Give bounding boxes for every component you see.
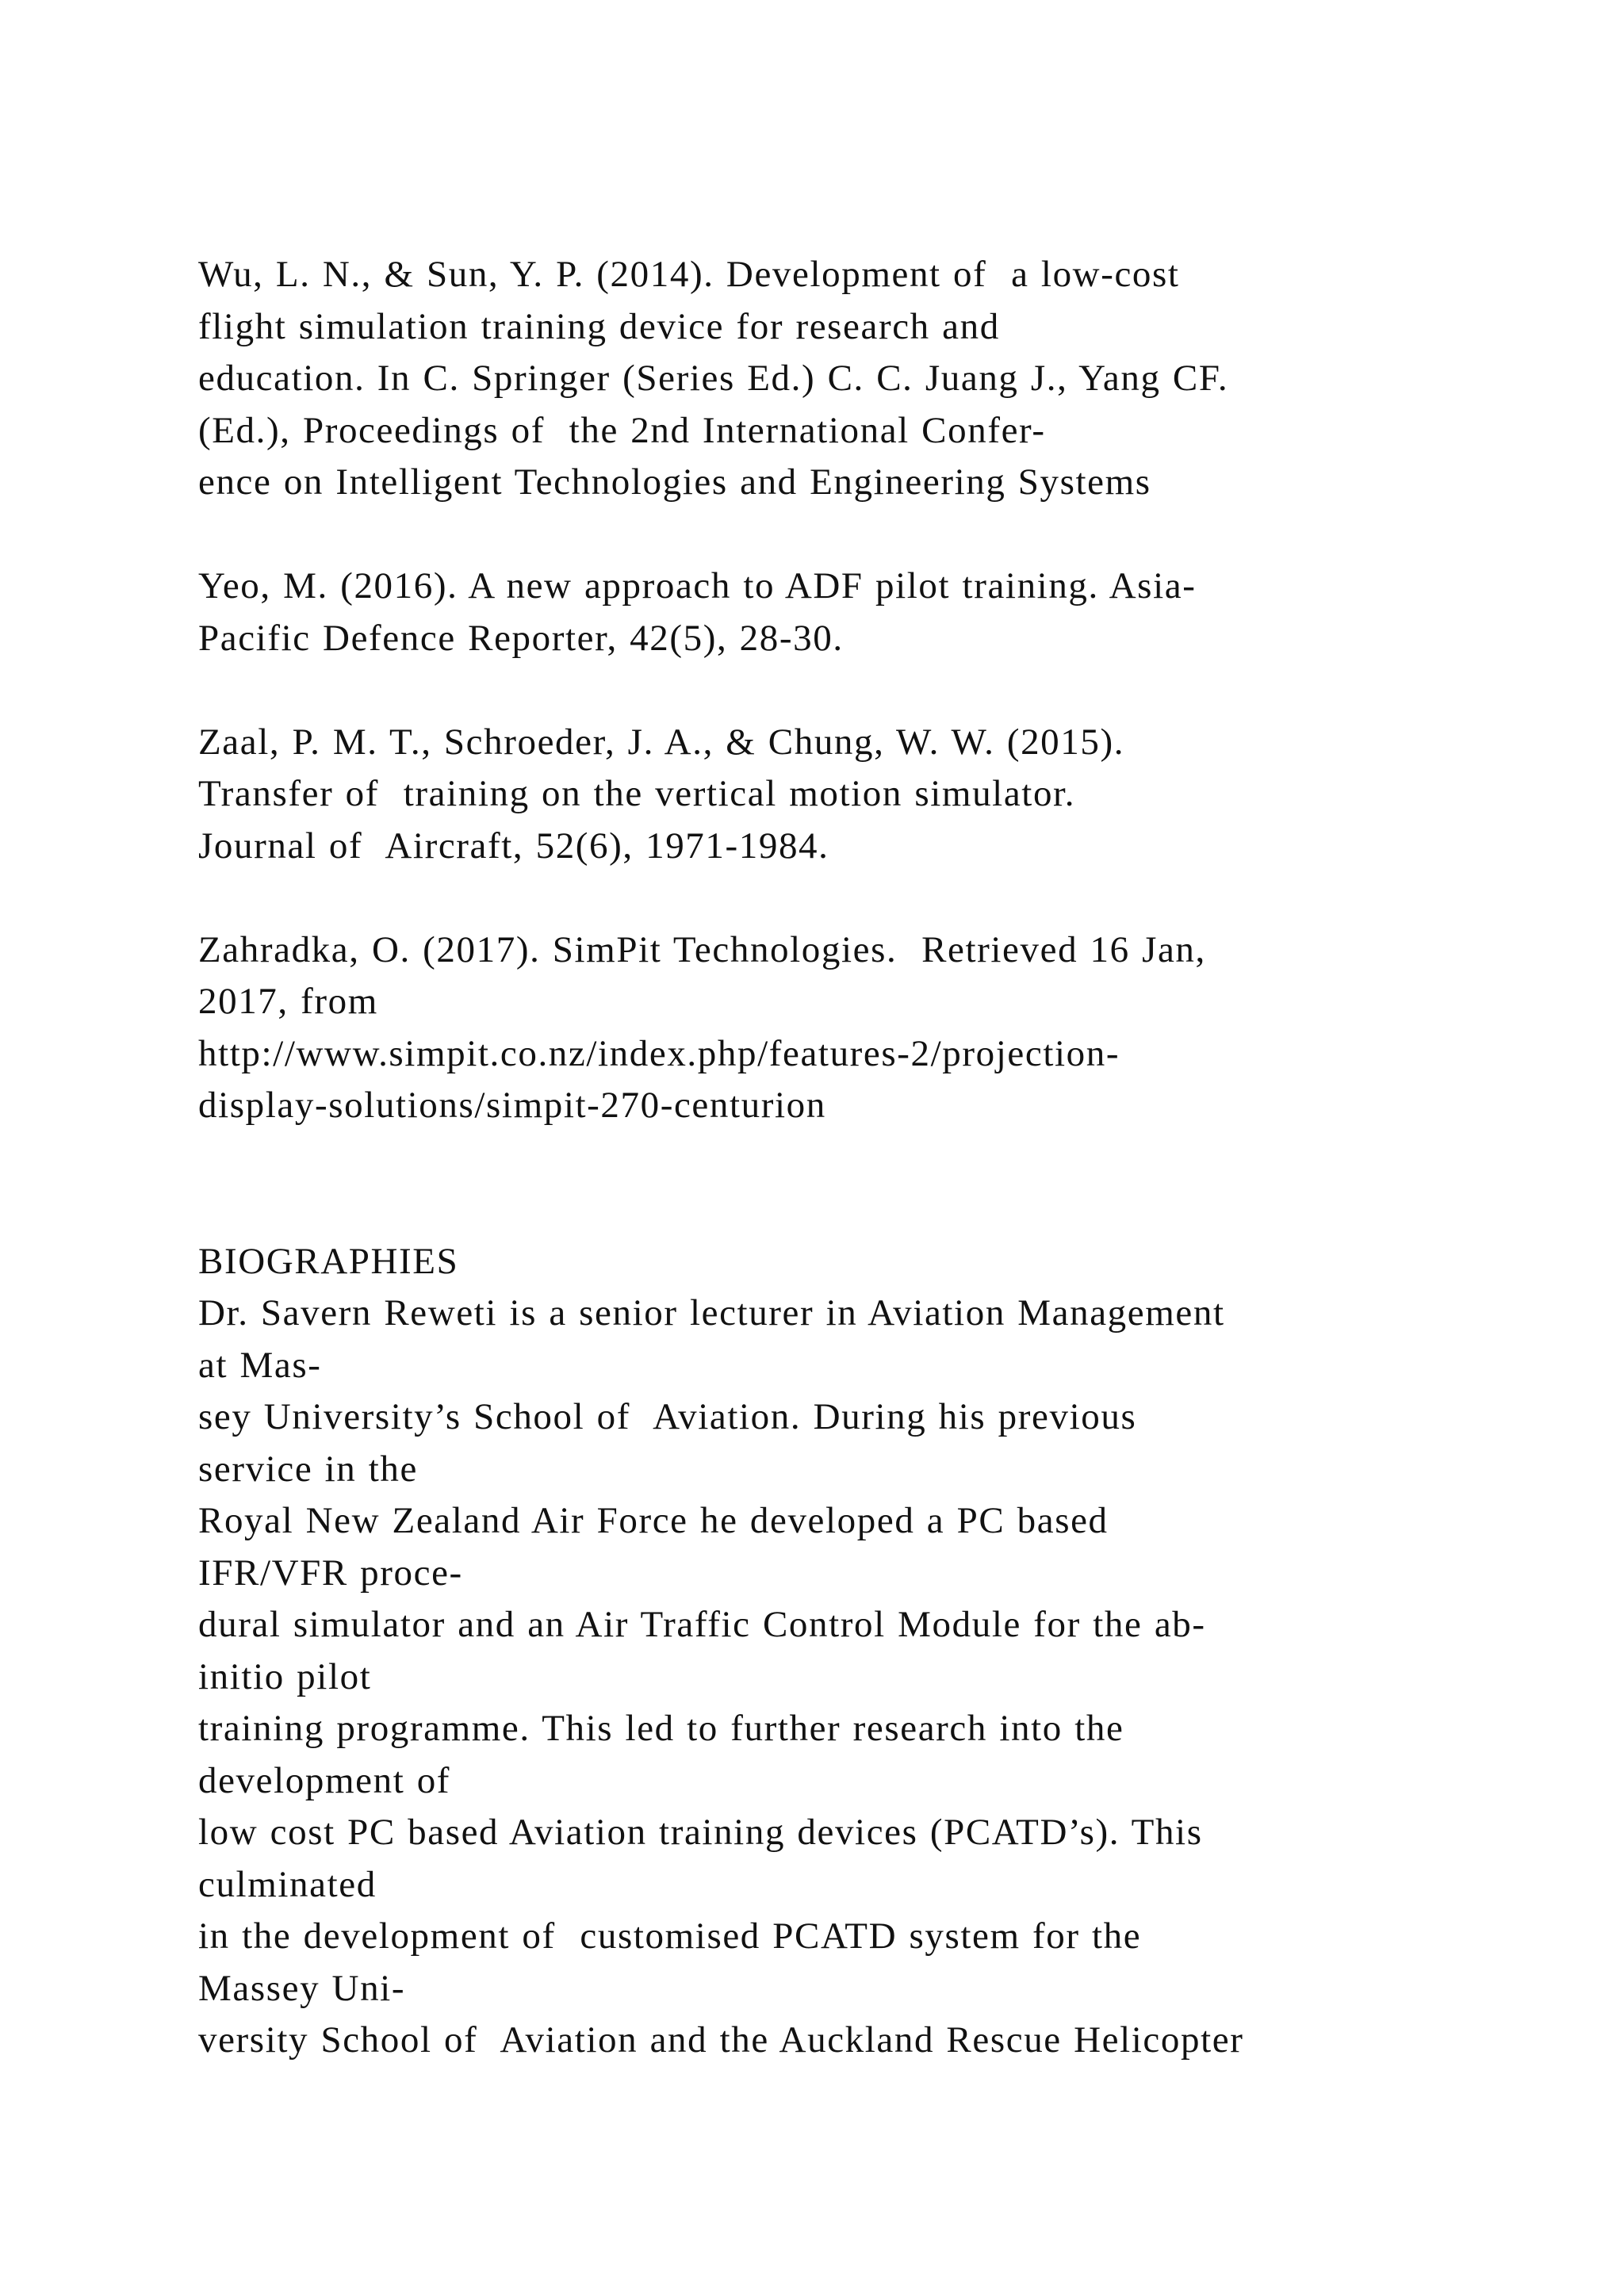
reference-entry bbox=[198, 561, 1546, 664]
reference-line: Pacific Defence Reporter, 42(5), 28-30. bbox=[198, 617, 844, 659]
biography-line: Royal New Zealand Air Force he developed a PC based bbox=[198, 1500, 1109, 1541]
biography-line: development of bbox=[198, 1759, 451, 1801]
biography-line: initio pilot bbox=[198, 1655, 372, 1697]
biography-line: IFR/VFR proce- bbox=[198, 1552, 463, 1594]
biography-line: dural simulator and an Air Traffic Control Module for the ab- bbox=[198, 1604, 1206, 1645]
reference-line: 2017, from bbox=[198, 981, 378, 1022]
paragraph-gap bbox=[198, 664, 1546, 717]
biographies-section bbox=[198, 1236, 1546, 2067]
reference-entry bbox=[198, 717, 1546, 873]
biography-line: training programme. This led to further research into the bbox=[198, 1708, 1124, 1749]
reference-line: ence on Intelligent Technologies and Engineering Systems bbox=[198, 461, 1151, 503]
section-heading: BIOGRAPHIES bbox=[198, 1240, 459, 1282]
reference-line: http://www.simpit.co.nz/index.php/features-2/projection- bbox=[198, 1032, 1120, 1074]
biography-line: versity School of Aviation and the Auckland Rescue Helicopter bbox=[198, 2019, 1244, 2061]
reference-entry bbox=[198, 249, 1546, 509]
biography-line: in the development of customised PCATD system for the bbox=[198, 1915, 1142, 1957]
reference-line: Zahradka, O. (2017). SimPit Technologies. Retrieved 16 Jan, bbox=[198, 928, 1206, 970]
biography-line: service in the bbox=[198, 1448, 418, 1490]
biography-line: at Mas- bbox=[198, 1344, 322, 1386]
reference-line: flight simulation training device for research and bbox=[198, 305, 1000, 347]
reference-line: Journal of Aircraft, 52(6), 1971-1984. bbox=[198, 825, 829, 867]
paragraph-gap bbox=[198, 509, 1546, 561]
paragraph-gap bbox=[198, 872, 1546, 924]
document-body bbox=[198, 249, 1546, 2067]
biography-line: culminated bbox=[198, 1863, 377, 1905]
reference-line: Yeo, M. (2016). A new approach to ADF pilot training. Asia- bbox=[198, 565, 1197, 607]
reference-line: Transfer of training on the vertical motion simulator. bbox=[198, 773, 1076, 814]
section-gap bbox=[198, 1132, 1546, 1236]
reference-entry bbox=[198, 924, 1546, 1132]
biography-line: low cost PC based Aviation training devices (PCATD’s). This bbox=[198, 1812, 1203, 1853]
reference-line: display-solutions/simpit-270-centurion bbox=[198, 1085, 826, 1126]
reference-line: Wu, L. N., & Sun, Y. P. (2014). Development of a low-cost bbox=[198, 254, 1180, 295]
reference-line: Zaal, P. M. T., Schroeder, J. A., & Chung, W. W. (2015). bbox=[198, 721, 1125, 763]
biography-line: Dr. Savern Reweti is a senior lecturer in Aviation Management bbox=[198, 1292, 1225, 1334]
biography-line: sey University’s School of Aviation. During his previous bbox=[198, 1396, 1137, 1437]
biography-line: Massey Uni- bbox=[198, 1967, 406, 2009]
reference-line: (Ed.), Proceedings of the 2nd International Confer- bbox=[198, 409, 1046, 451]
reference-line: education. In C. Springer (Series Ed.) C. C. Juang J., Yang CF. bbox=[198, 358, 1229, 399]
